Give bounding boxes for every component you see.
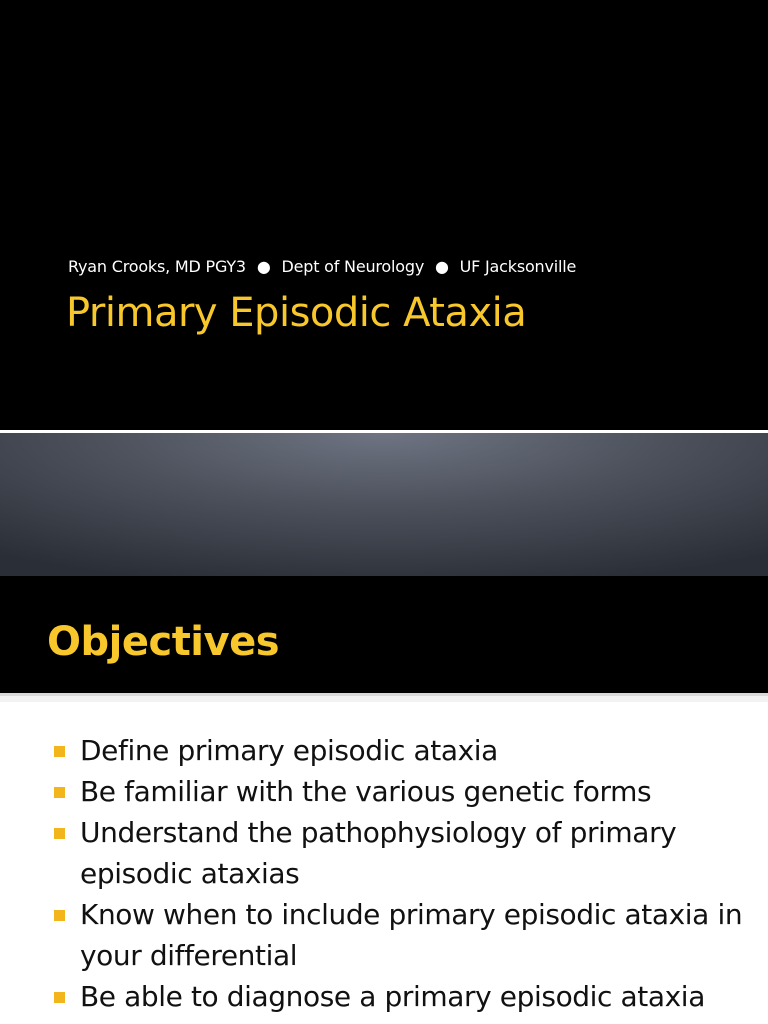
square-bullet-icon — [54, 828, 65, 839]
byline — [68, 256, 576, 278]
byline-separator: ● — [434, 257, 449, 276]
objective-text: Know when to include primary episodic ataxia in your differential — [80, 898, 743, 972]
objectives-title: Objectives — [47, 619, 280, 665]
institution-name: UF Jacksonville — [459, 257, 577, 276]
list-item — [0, 894, 768, 976]
square-bullet-icon — [54, 992, 65, 1003]
department-name: Dept of Neurology — [281, 257, 425, 276]
list-item — [0, 730, 768, 771]
objective-text: Be familiar with the various genetic forms — [80, 775, 652, 808]
square-bullet-icon — [54, 787, 65, 798]
list-item — [0, 812, 768, 894]
objective-text: Understand the pathophysiology of primary episodic ataxias — [80, 816, 677, 890]
author-name: Ryan Crooks, MD PGY3 — [68, 257, 246, 276]
list-item — [0, 771, 768, 812]
square-bullet-icon — [54, 746, 65, 757]
square-bullet-icon — [54, 910, 65, 921]
byline-separator: ● — [256, 257, 271, 276]
objective-text: Define primary episodic ataxia — [80, 734, 498, 767]
title-slide-header — [0, 0, 768, 430]
objectives-list — [0, 730, 768, 1017]
gradient-band — [0, 433, 768, 576]
presentation-title: Primary Episodic Ataxia — [66, 290, 527, 336]
objective-text: Be able to diagnose a primary episodic ataxia — [80, 980, 705, 1013]
list-item — [0, 976, 768, 1017]
